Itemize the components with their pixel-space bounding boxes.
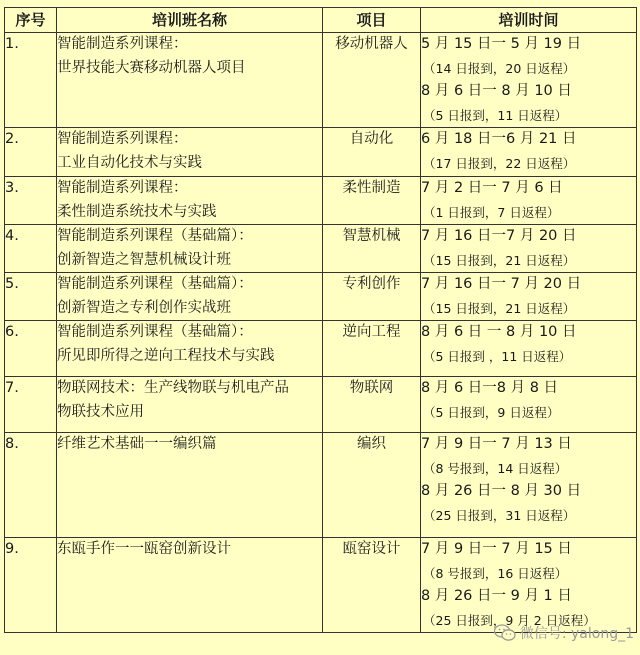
course-name-line: 智能制造系列课程： [57, 131, 188, 147]
check-in-note: （8 号报到，14 日返程） [423, 460, 568, 476]
table-row [5, 177, 637, 225]
course-name [57, 538, 323, 633]
course-name-line: 所见即所得之逆向工程技术与实践 [57, 347, 275, 364]
course-name-line: 柔性制造系统技术与实践 [57, 203, 217, 220]
course-name-line: 智能制造系列课程： [57, 180, 188, 196]
project-item: 专利创作 [323, 273, 421, 321]
project-item: 智慧机械 [323, 225, 421, 273]
course-name-line: 创新智造之智慧机械设计班 [57, 251, 231, 268]
watermark-text: 微信号: yalong_1 [519, 626, 634, 642]
course-name [57, 177, 323, 225]
time-range: 7 月 16 日一7 月 20 日 [421, 228, 577, 244]
check-in-note: （25 日报到，31 日返程） [423, 507, 576, 523]
check-in-note: （8 号报到，16 日返程） [423, 565, 568, 581]
course-name-line: 智能制造系列课程（基础篇）： [57, 228, 253, 244]
row-number: 7. [5, 377, 57, 433]
course-name [57, 33, 323, 128]
row-number: 4. [5, 225, 57, 273]
project-item: 移动机器人 [323, 33, 421, 128]
check-in-note: （5 日报到 ，11 日返程） [423, 348, 572, 364]
training-time [421, 538, 637, 633]
table-row [5, 377, 637, 433]
header-time: 培训时间 [421, 8, 637, 33]
check-in-note: （15 日报到，21 日返程） [423, 300, 576, 316]
check-in-note: （15 日报到，21 日返程） [423, 252, 576, 268]
check-in-note: （1 日报到，7 日返程） [423, 204, 560, 220]
wechat-icon [494, 624, 516, 642]
row-number: 9. [5, 538, 57, 633]
check-in-note: （25 日报到，9 月 2 日返程） [423, 612, 596, 628]
row-number: 6. [5, 321, 57, 377]
training-time [421, 273, 637, 321]
time-range: 8 月 6 日一 8 月 10 日 [421, 83, 572, 99]
table-row [5, 225, 637, 273]
header-no: 序号 [5, 8, 57, 33]
header-item: 项目 [323, 8, 421, 33]
time-range: 7 月 9 日一 7 月 15 日 [421, 541, 572, 557]
course-name [57, 273, 323, 321]
course-name [57, 433, 323, 538]
project-item: 瓯窑设计 [323, 538, 421, 633]
training-time [421, 128, 637, 177]
course-name [57, 321, 323, 377]
course-name [57, 377, 323, 433]
project-item: 物联网 [323, 377, 421, 433]
training-time [421, 177, 637, 225]
table-row [5, 538, 637, 633]
course-name-line: 创新智造之专利创作实战班 [57, 299, 231, 316]
course-name [57, 128, 323, 177]
course-name-line: 智能制造系列课程： [57, 36, 188, 52]
time-range: 7 月 9 日一 7 月 13 日 [421, 436, 572, 452]
time-range: 6 月 18 日一6 月 21 日 [421, 131, 577, 147]
project-item: 柔性制造 [323, 177, 421, 225]
training-time [421, 225, 637, 273]
course-name-line: 世界技能大赛移动机器人项目 [57, 59, 246, 76]
time-range: 8 月 26 日一 9 月 1 日 [421, 588, 572, 604]
check-in-note: （14 日报到，20 日返程） [423, 60, 576, 76]
time-range: 7 月 2 日一 7 月 6 日 [421, 180, 563, 196]
time-range: 8 月 6 日一8 月 8 日 [421, 380, 559, 396]
table-row [5, 128, 637, 177]
training-time [421, 377, 637, 433]
check-in-note: （5 日报到，11 日返程） [423, 107, 568, 123]
row-number: 1. [5, 33, 57, 128]
table-row [5, 33, 637, 128]
course-name-line: 智能制造系列课程（基础篇）： [57, 324, 253, 340]
course-name-line: 物联网技术：生产线物联与机电产品 [57, 380, 289, 396]
check-in-note: （5 日报到，9 日返程） [423, 404, 560, 420]
time-range: 8 月 26 日一 8 月 30 日 [421, 483, 582, 499]
time-range: 5 月 15 日一 5 月 19 日 [421, 36, 582, 52]
training-time [421, 33, 637, 128]
header-name: 培训班名称 [57, 8, 323, 33]
course-name-line: 物联技术应用 [57, 403, 144, 420]
course-name-line: 工业自动化技术与实践 [57, 154, 202, 171]
training-time [421, 321, 637, 377]
row-number: 8. [5, 433, 57, 538]
course-name-line: 东瓯手作一一瓯窑创新设计 [57, 541, 231, 557]
time-range: 8 月 6 日 一 8 月 10 日 [421, 324, 577, 340]
watermark [494, 623, 634, 643]
project-item: 编织 [323, 433, 421, 538]
row-number: 3. [5, 177, 57, 225]
course-name-line: 智能制造系列课程（基础篇）： [57, 276, 253, 292]
row-number: 2. [5, 128, 57, 177]
table-row [5, 433, 637, 538]
table-row [5, 321, 637, 377]
check-in-note: （17 日报到，22 日返程） [423, 155, 576, 171]
course-name-line: 纤维艺术基础一一编织篇 [57, 436, 217, 452]
header-row [5, 8, 637, 33]
project-item: 逆向工程 [323, 321, 421, 377]
project-item: 自动化 [323, 128, 421, 177]
time-range: 7 月 16 日一 7 月 20 日 [421, 276, 582, 292]
training-schedule-table [4, 7, 637, 633]
row-number: 5. [5, 273, 57, 321]
course-name [57, 225, 323, 273]
table-row [5, 273, 637, 321]
training-time [421, 433, 637, 538]
